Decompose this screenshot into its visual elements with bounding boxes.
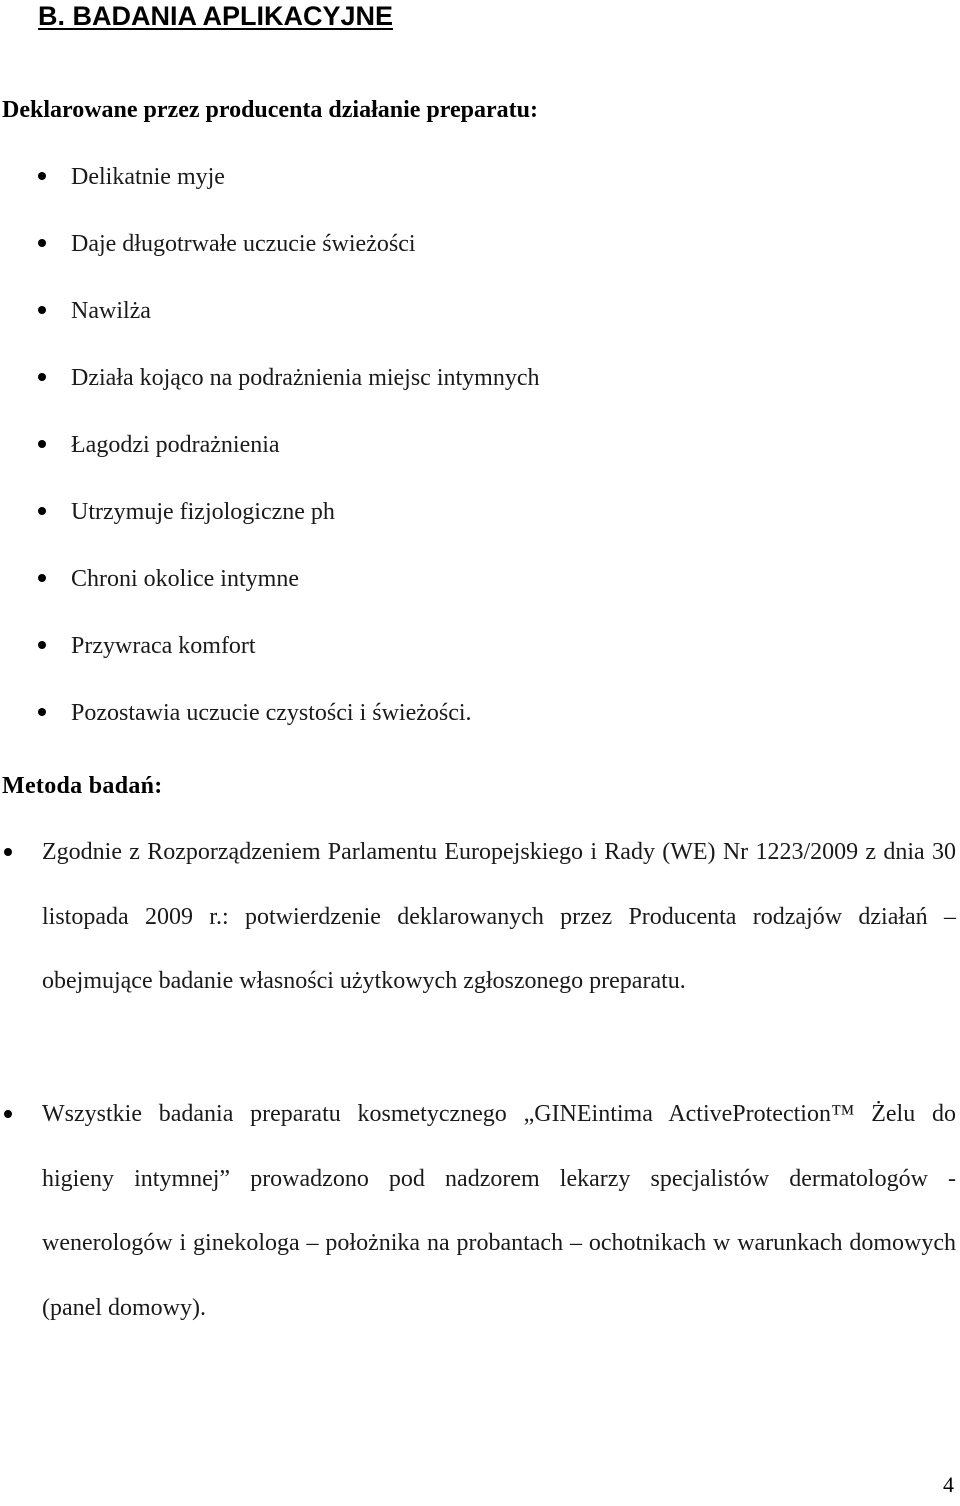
method-paragraph <box>42 1082 956 1340</box>
list-item-text: Daje długotrwałe uczucie świeżości <box>71 231 416 257</box>
bullet-icon <box>38 172 46 180</box>
bullet-icon <box>38 708 46 716</box>
bullet-icon <box>38 574 46 582</box>
list-item-text: Delikatnie myje <box>71 164 225 190</box>
method-paragraph <box>42 820 956 1014</box>
list-item-text: Utrzymuje fizjologiczne ph <box>71 499 335 525</box>
list-item-text: Nawilża <box>71 298 151 324</box>
bullet-icon <box>38 507 46 515</box>
method-paragraph-text: Wszystkie badania preparatu kosmetycznego „GINEintima ActiveProtection™ Żelu do higieny intymnej” prowadzono pod nadzorem lekarzy specjalistów dermatologów - wenerologów i ginekologa – położnika na probantach – ochotnikach w warunkach domowych (panel domowy). <box>42 1101 956 1321</box>
list-item-text: Przywraca komfort <box>71 633 256 659</box>
declared-effects-heading: Deklarowane przez producenta działanie preparatu: <box>2 97 538 123</box>
bullet-icon <box>38 239 46 247</box>
bullet-icon <box>4 848 12 856</box>
bullet-icon <box>38 306 46 314</box>
list-item-text: Działa kojąco na podrażnienia miejsc intymnych <box>71 365 540 391</box>
method-heading: Metoda badań: <box>2 773 163 799</box>
method-paragraph-text: Zgodnie z Rozporządzeniem Parlamentu Europejskiego i Rady (WE) Nr 1223/2009 z dnia 30 listopada 2009 r.: potwierdzenie deklarowanych przez Producenta rodzajów działań – obejmujące badanie własności użytkowych zgłoszonego preparatu. <box>42 839 956 994</box>
list-item-text: Łagodzi podrażnienia <box>71 432 280 458</box>
bullet-icon <box>4 1110 12 1118</box>
section-heading: B. BADANIA APLIKACYJNE <box>38 1 394 31</box>
list-item-text: Chroni okolice intymne <box>71 566 299 592</box>
bullet-icon <box>38 641 46 649</box>
page-number: 4 <box>943 1472 954 1497</box>
list-item-text: Pozostawia uczucie czystości i świeżości. <box>71 700 472 726</box>
bullet-icon <box>38 440 46 448</box>
bullet-icon <box>38 373 46 381</box>
